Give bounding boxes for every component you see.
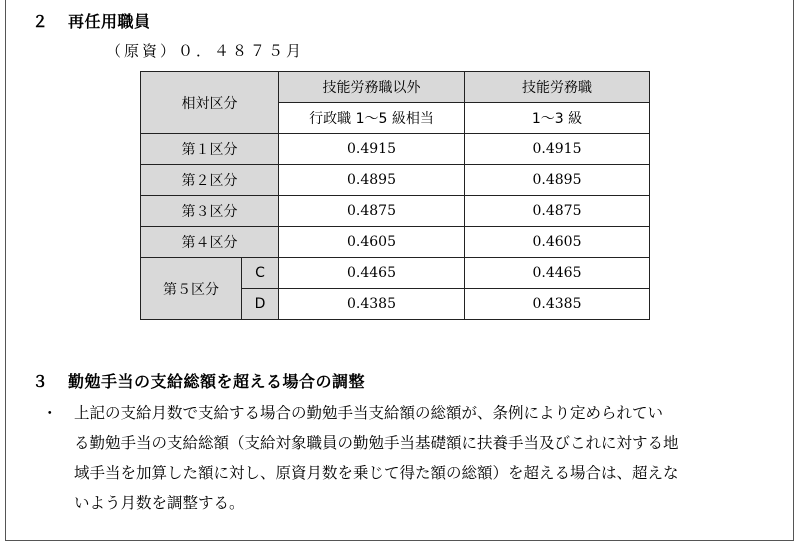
row-label: 第２区分 [141, 165, 279, 196]
base-rate: （原資）０．４８７５月 [106, 42, 305, 60]
row-sublabel: C [242, 258, 279, 289]
table-row [141, 134, 650, 165]
section-2-number: ２ [32, 12, 49, 31]
section-2-title: 再任用職員 [68, 12, 151, 31]
row-value: 0.4385 [279, 289, 465, 320]
row-value: 0.4465 [465, 258, 650, 289]
row-value: 0.4915 [465, 134, 650, 165]
rate-table [140, 71, 650, 320]
section-3-number: ３ [32, 372, 49, 391]
section-2-heading [32, 9, 151, 32]
bullet-marker: ・ [42, 404, 58, 422]
row-value: 0.4875 [279, 196, 465, 227]
paragraph-line: る勤勉手当の支給総額（支給対象職員の勤勉手当基礎額に扶養手当及びこれに対する地 [74, 434, 679, 452]
row-value: 0.4605 [465, 227, 650, 258]
header-relative-class: 相対区分 [141, 72, 279, 134]
table-row [141, 258, 650, 289]
table-row [141, 196, 650, 227]
subheader-technical: 1～3 級 [465, 103, 650, 134]
table-header-row [141, 72, 650, 103]
section-3-title: 勤勉手当の支給総額を超える場合の調整 [68, 372, 366, 391]
paragraph-line: ・ 上記の支給月数で支給する場合の勤勉手当支給額の総額が、条例により定められてい [42, 398, 787, 428]
row-label: 第５区分 [141, 258, 242, 320]
section-3-paragraph [42, 398, 787, 518]
section-3-heading [32, 369, 365, 392]
row-value: 0.4895 [465, 165, 650, 196]
header-non-technical: 技能労務職以外 [279, 72, 465, 103]
paragraph-line: 域手当を加算した額に対し、原資月数を乗じて得た額の総額）を超える場合は、超えな [74, 464, 679, 482]
row-value: 0.4605 [279, 227, 465, 258]
table-row [141, 165, 650, 196]
row-value: 0.4915 [279, 134, 465, 165]
row-value: 0.4895 [279, 165, 465, 196]
row-value: 0.4465 [279, 258, 465, 289]
header-technical: 技能労務職 [465, 72, 650, 103]
row-label: 第３区分 [141, 196, 279, 227]
subheader-non-technical: 行政職 1～5 級相当 [279, 103, 465, 134]
row-sublabel: D [242, 289, 279, 320]
row-label: 第４区分 [141, 227, 279, 258]
table-row [141, 227, 650, 258]
row-value: 0.4385 [465, 289, 650, 320]
row-label: 第１区分 [141, 134, 279, 165]
row-value: 0.4875 [465, 196, 650, 227]
paragraph-line: いよう月数を調整する。 [74, 494, 245, 512]
